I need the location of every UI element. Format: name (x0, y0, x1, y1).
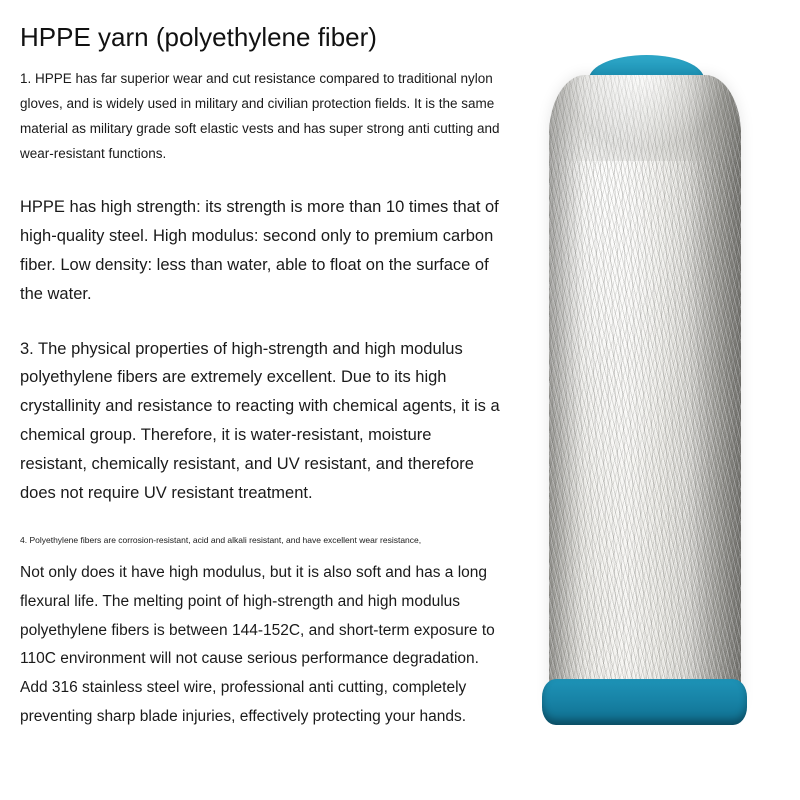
paragraph-5: Not only does it have high modulus, but it is also soft and has a long flexural life. The melting point of high-strength and high modulus polyethylene fibers is between 144-152C, and short-term exposure to 110C environment will not cause serious performance degradation. Add 316 stainless steel wire, professional anti cutting, completely preventing sharp blade injuries, effectively protecting your hands. (20, 564, 495, 725)
product-image (500, 0, 800, 800)
cone-bottom-cap (542, 679, 747, 725)
paragraph-1: 1. HPPE has far superior wear and cut resistance compared to traditional nylon gloves, and is widely used in military and civilian protection fields. It is the same material as military grade soft elastic vests and has super strong anti cutting and wear-resistant functions. (20, 71, 500, 162)
paragraph-4: 4. Polyethylene fibers are corrosion-resistant, acid and alkali resistant, and have excellent wear resistance, (20, 534, 422, 545)
text-column (20, 22, 500, 731)
yarn-winding (549, 75, 741, 715)
yarn-cone (532, 55, 772, 725)
paragraph-3: 3. The physical properties of high-strength and high modulus polyethylene fibers are extremely excellent. Due to its high crystallinity and resistance to reacting with chemical agents, it is a chemical group. Therefore, it is water-resistant, moisture resistant, chemically resistant, and UV resistant, and therefore does not require UV resistant treatment. (20, 339, 500, 502)
page-title: HPPE yarn (polyethylene fiber) (20, 22, 377, 52)
paragraph-2: HPPE has high strength: its strength is more than 10 times that of high-quality steel. High modulus: second only to premium carbon fiber. Low density: less than water, able to float on the surface of the water. (20, 198, 499, 303)
